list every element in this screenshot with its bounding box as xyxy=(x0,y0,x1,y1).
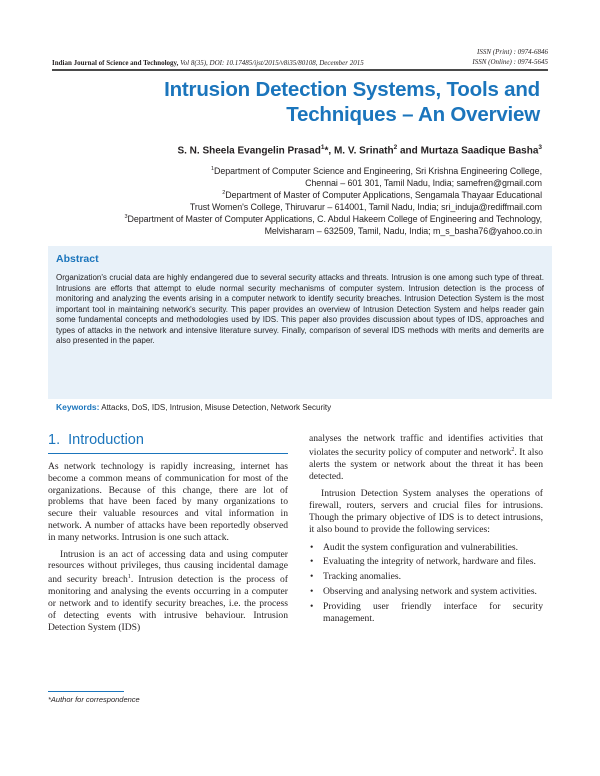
keywords-text: Attacks, DoS, IDS, Intrusion, Misuse Detection, Network Security xyxy=(99,403,332,412)
bullet-icon: • xyxy=(310,600,314,612)
list-item: • Tracking anomalies. xyxy=(310,571,401,583)
list-item: • Audit the system configuration and vulnerabilities. xyxy=(310,541,519,553)
intro-paragraph-1: As network technology is rapidly increasing, internet has become a common means of communication for most of the organizations. Because of this change, there are lot of problems that have been faced by many organizations to secure their valuable resources and vital information in network. A number of attacks have been reportedly observed in many networks. Intrusion is one such attack. xyxy=(48,461,288,543)
citation-details: Vol 8(35), DOI: 10.17485/ijst/2015/v8i35/80108, December 2015 xyxy=(178,59,364,67)
list-item: • Evaluating the integrity of network, hardware and files. xyxy=(310,556,536,568)
author-2: M. V. Srinath xyxy=(333,145,394,157)
bullet-icon: • xyxy=(310,571,314,583)
title-line-2: Techniques – An Overview xyxy=(286,103,540,126)
keywords-label: Keywords: xyxy=(56,402,100,412)
author-2-affil: 2 xyxy=(393,144,398,151)
author-list xyxy=(177,144,542,156)
affiliation-1-line-1: $^1$Department of Computer Science and Engineering, Sri Krishna Engineering College, xyxy=(210,166,542,176)
affiliation-2-sup: 2 xyxy=(222,190,226,197)
corresponding-mark: *, xyxy=(324,145,334,157)
issn-online: ISSN (Online) : 0974-5645 xyxy=(472,58,548,66)
affiliation-3-sup: 3 xyxy=(124,214,128,221)
bullet-icon: • xyxy=(310,541,314,553)
author-1: S. N. Sheela Evangelin Prasad xyxy=(177,145,321,157)
paper-title xyxy=(60,77,540,127)
list-item: • Observing and analysing network and system activities. xyxy=(310,585,537,597)
citation-1: 1 xyxy=(127,574,131,581)
author-1-affil: 1 xyxy=(320,144,325,151)
abstract-text: Organization's crucial data are highly endangered due to several security attacks and threats. Intrusion is one among such type of threat. Intrusions are efforts that attempt to elude normal security mechanisms of computer system. Intrusion detection is the process of monitoring and analyzing the events arising in a computer network to identify security breaches. Intrusion Detection System is the most important tool in maintaining network's security. This paper provides an overview of Intrusion Detection System and helps reader gain some fundamental concepts and methodologies used by IDS. This paper also provides discussion about types of IDS, approaches and types of attacks in the network and intensive literature survey. Finally, comparison of several IDS methods with merits and demerits are also presented in the paper. xyxy=(56,273,544,345)
keywords xyxy=(56,402,331,412)
list-item: • Providing user friendly interface for security management. xyxy=(310,600,543,624)
footnote-rule xyxy=(48,691,124,692)
author-3-affil: 3 xyxy=(538,144,542,151)
section-heading xyxy=(48,432,144,448)
bullet-icon: • xyxy=(310,556,314,568)
intro-paragraph-4: Intrusion Detection System analyses the operations of firewall, routers, servers and crucial files for intrusions. Though the primary objective of IDS is to detect intrusions, it also bound to provide the following services: xyxy=(309,488,543,535)
services-list xyxy=(309,542,543,625)
intro-paragraph-2: Intrusion is an act of accessing data and using computer resources without privileges, thus causing incidental damage and security breach$^1$. Intrusion detection is the process of monitoring and analysing the events occurring in a computer or network and to identify security breaches, i.e. the process of detecting events with intrusive behaviour. Intrusion Detection System (IDS) xyxy=(48,548,288,633)
citation-2: 2 xyxy=(511,446,515,453)
author-and: and xyxy=(397,145,421,157)
right-column xyxy=(309,433,543,627)
bullet-icon: • xyxy=(310,585,314,597)
footnote: *Author for correspondence xyxy=(48,695,140,704)
affiliation-3-line-1: $^3$Department of Master of Computer Applications, C. Abdul Hakeem College of Engineering and Technology, xyxy=(124,214,542,224)
author-3: Murtaza Saadique Basha xyxy=(420,145,539,157)
intro-paragraph-3: analyses the network traffic and identifies activities that violates the security policy of computer and network$^2$. It also alerts the system or network about the threat it has been detected. xyxy=(309,433,543,482)
affiliation-1-line-2: Chennai – 601 301, Tamil Nadu, India; samefren@gmail.com xyxy=(305,178,542,188)
issn-print: ISSN (Print) : 0974-6846 xyxy=(477,48,548,56)
journal-name: Indian Journal of Science and Technology, xyxy=(52,59,179,67)
abstract-heading: Abstract xyxy=(56,253,99,265)
title-line-1: Intrusion Detection Systems, Tools and xyxy=(164,78,540,101)
left-column xyxy=(48,461,288,633)
section-number: 1. xyxy=(48,432,61,448)
journal-citation xyxy=(52,59,364,67)
affiliation-2-line-1: $^2$Department of Master of Computer Applications, Sengamala Thayaar Educational xyxy=(222,190,542,200)
affiliation-3-line-2: Melvisharam – 632509, Tamil, Nadu, India; m_s_basha76@yahoo.co.in xyxy=(264,226,542,236)
affiliation-1-sup: 1 xyxy=(210,166,214,173)
header-rule xyxy=(52,69,548,71)
section-rule xyxy=(48,453,288,454)
affiliation-2-line-2: Trust Women's College, Thiruvarur – 614001, Tamil Nadu, India; sri_induja@rediffmail.com xyxy=(189,202,542,212)
issn-block xyxy=(472,47,548,67)
section-title: Introduction xyxy=(68,432,144,448)
